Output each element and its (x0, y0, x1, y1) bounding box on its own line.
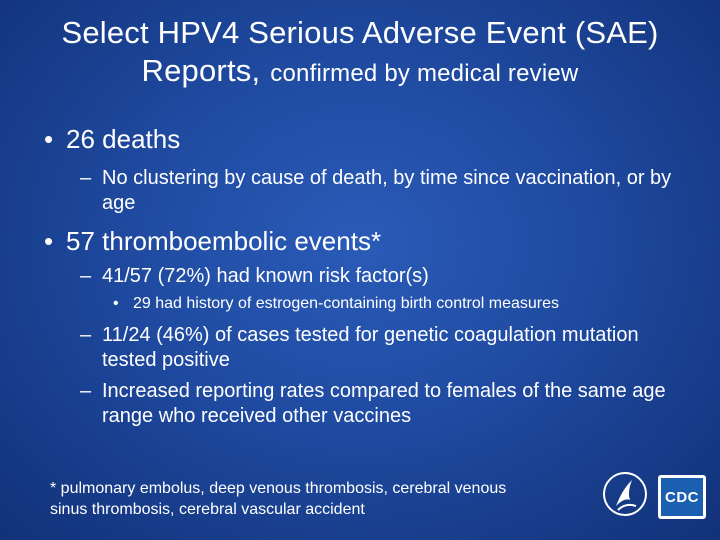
bullet-deaths-text: 26 deaths (66, 124, 181, 154)
bullet-dash: – (80, 324, 92, 346)
title-subtitle: confirmed by medical review (270, 60, 579, 87)
slide-title (0, 14, 720, 93)
bullet-thrombo-text: 57 thromboembolic events* (66, 226, 382, 256)
footnote: * pulmonary embolus, deep venous thrombosis, cerebral venous sinus thrombosis, cerebral vascular accident (50, 480, 507, 518)
title-line-1: Select HPV4 Serious Adverse Event (SAE) (61, 15, 659, 50)
bullet-deaths (44, 124, 180, 155)
sub-bullet-genetic (80, 323, 682, 373)
hhs-eagle-icon (602, 466, 648, 528)
sub-bullet-deaths (80, 166, 682, 216)
logo-group (602, 466, 706, 528)
bullet-thrombo (44, 226, 381, 257)
title-main: Reports, (141, 53, 261, 88)
sub-bullet-rates (80, 379, 682, 429)
cdc-logo (658, 475, 706, 519)
sub-bullet-risk (80, 264, 682, 289)
sub-bullet-rates-text: Increased reporting rates compared to females of the same age range who received other vaccines (102, 380, 666, 427)
bullet-dash: – (80, 380, 92, 402)
title-line-2 (0, 52, 720, 93)
bullet-dash: – (80, 265, 92, 287)
sub-bullet-genetic-text: 11/24 (46%) of cases tested for genetic coagulation mutation tested positive (102, 324, 639, 371)
sub-sub-bullet-estrogen (113, 295, 559, 313)
bullet-dot: • (44, 226, 54, 256)
cdc-logo-text: CDC (661, 478, 703, 516)
bullet-dash: – (80, 167, 92, 189)
sub-bullet-deaths-text: No clustering by cause of death, by time since vaccination, or by age (102, 167, 672, 214)
bullet-dot: • (44, 124, 54, 154)
bullet-dot: • (113, 295, 119, 312)
sub-sub-bullet-estrogen-text: 29 had history of estrogen-containing birth control measures (133, 295, 560, 312)
sub-bullet-risk-text: 41/57 (72%) had known risk factor(s) (102, 265, 429, 287)
